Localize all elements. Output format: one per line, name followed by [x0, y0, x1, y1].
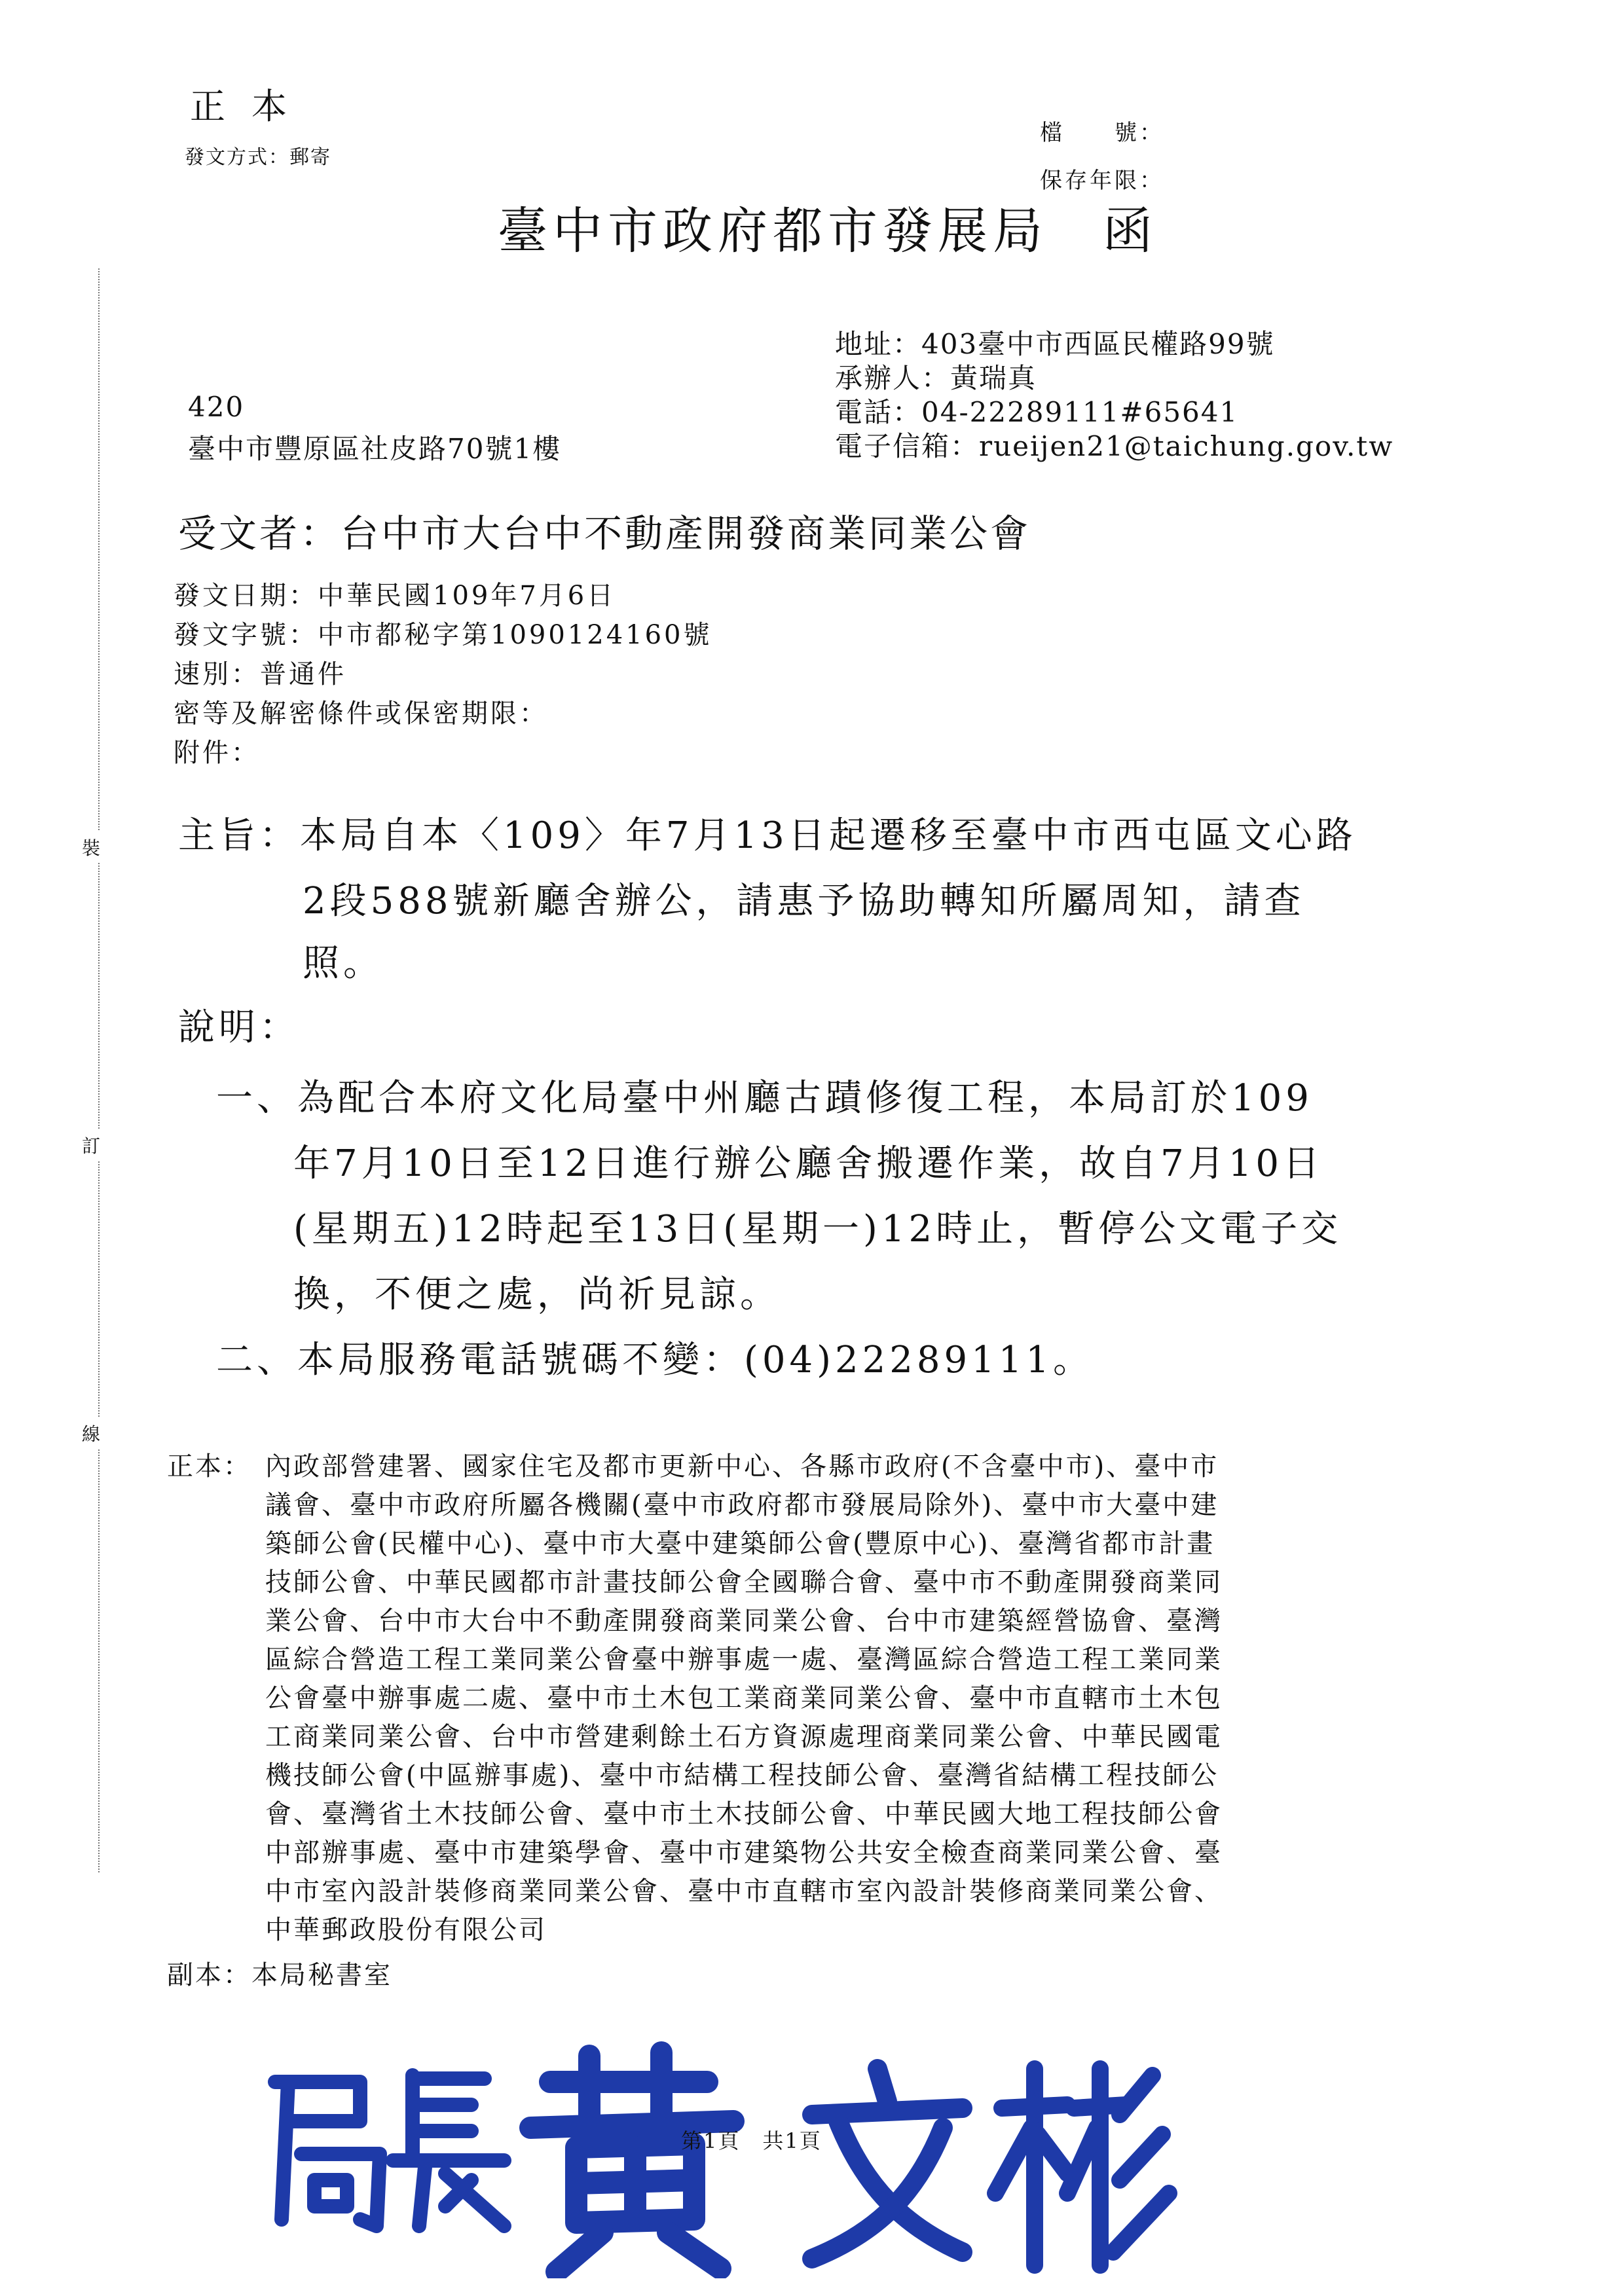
- distribution-line: 中市室內設計裝修商業同業公會、臺中市直轄市室內設計裝修商業同業公會、: [265, 1876, 1223, 1906]
- distribution-line: 區綜合營造工程工業同業公會臺中辦事處一處、臺灣區綜合營造工程工業同業: [265, 1645, 1223, 1675]
- document-number: 發文字號：中市都秘字第1090124160號: [174, 620, 712, 650]
- receiver-postal-code: 420: [188, 391, 245, 423]
- receiver-street-address: 臺中市豐原區社皮路70號1樓: [188, 433, 562, 465]
- sender-email: 電子信箱：rueijen21@taichung.gov.tw: [835, 430, 1394, 462]
- distribution-line: 機技師公會(中區辦事處)、臺中市結構工程技師公會、臺灣省結構工程技師公: [265, 1760, 1219, 1791]
- explanation-item-1-line-1: 一、為配合本府文化局臺中州廳古蹟修復工程，本局訂於109: [216, 1077, 1313, 1120]
- distribution-line: 議會、臺中市政府所屬各機關(臺中市政府都市發展局除外)、臺中市大臺中建: [265, 1490, 1219, 1520]
- distribution-line: 會、臺灣省土木技師公會、臺中市土木技師公會、中華民國大地工程技師公會: [265, 1799, 1223, 1829]
- file-number-label: 檔 號：: [1040, 120, 1164, 146]
- explanation-item-1-line-3: (星期五)12時起至13日(星期一)12時止，暫停公文電子交: [293, 1208, 1342, 1250]
- distribution-line: 業公會、台中市大台中不動產開發商業同業公會、台中市建築經營協會、臺灣: [265, 1606, 1223, 1636]
- subject-line-3: 照。: [303, 942, 384, 985]
- distribution-original-label: 正本：: [167, 1451, 251, 1482]
- distribution-line: 築師公會(民權中心)、臺中市大臺中建築師公會(豐原中心)、臺灣省都市計畫: [265, 1529, 1215, 1559]
- binding-mark: 裝: [82, 831, 100, 863]
- distribution-line: 工商業同業公會、台中市營建剩餘土石方資源處理商業同業公會、中華民國電: [265, 1722, 1223, 1752]
- dispatch-speed: 速別：普通件: [174, 659, 346, 689]
- retention-period-label: 保存年限：: [1040, 168, 1164, 194]
- distribution-line: 中華郵政股份有限公司: [265, 1915, 547, 1945]
- issue-date: 發文日期：中華民國109年7月6日: [174, 581, 616, 611]
- recipient-line: 受文者：台中市大台中不動產開發商業同業公會: [178, 511, 1031, 556]
- page-number: 第1頁 共1頁: [681, 2128, 822, 2153]
- explanation-item-2: 二、本局服務電話號碼不變：(04)22289111。: [216, 1339, 1094, 1381]
- sender-address: 地址：403臺中市西區民權路99號: [835, 328, 1275, 360]
- copy-type-label: 正本: [190, 86, 313, 127]
- document-title: 臺中市政府都市發展局 函: [498, 202, 1158, 260]
- distribution-line: 技師公會、中華民國都市計畫技師公會全國聯合會、臺中市不動產開發商業同: [265, 1567, 1223, 1597]
- distribution-copy: 副本：本局秘書室: [167, 1960, 392, 1990]
- distribution-line: 公會臺中辦事處二處、臺中市土木包工業商業同業公會、臺中市直轄市土木包: [265, 1683, 1223, 1713]
- explanation-heading: 說明：: [178, 1006, 300, 1049]
- confidentiality-level: 密等及解密條件或保密期限：: [174, 699, 548, 729]
- sender-handler: 承辦人：黃瑞真: [835, 362, 1037, 394]
- delivery-method: 發文方式：郵寄: [185, 146, 331, 169]
- explanation-item-1-line-2: 年7月10日至12日進行辦公廳舍搬遷作業，故自7月10日: [293, 1142, 1324, 1185]
- subject-line-1: 主旨：本局自本〈109〉年7月13日起遷移至臺中市西屯區文心路: [178, 814, 1357, 857]
- binding-margin-line: [98, 268, 100, 1872]
- explanation-item-1-line-4: 換，不便之處，尚祈見諒。: [293, 1273, 781, 1316]
- attachments: 附件：: [174, 738, 260, 768]
- binding-mark: 訂: [82, 1129, 100, 1161]
- subject-line-2: 2段588號新廳舍辦公，請惠予協助轉知所屬周知，請查: [303, 880, 1305, 922]
- binding-mark: 線: [82, 1417, 100, 1449]
- distribution-line: 內政部營建署、國家住宅及都市更新中心、各縣市政府(不含臺中市)、臺中市: [265, 1451, 1219, 1482]
- sender-phone: 電話：04-22289111#65641: [835, 396, 1239, 428]
- distribution-line: 中部辦事處、臺中市建築學會、臺中市建築物公共安全檢查商業同業公會、臺: [265, 1838, 1223, 1868]
